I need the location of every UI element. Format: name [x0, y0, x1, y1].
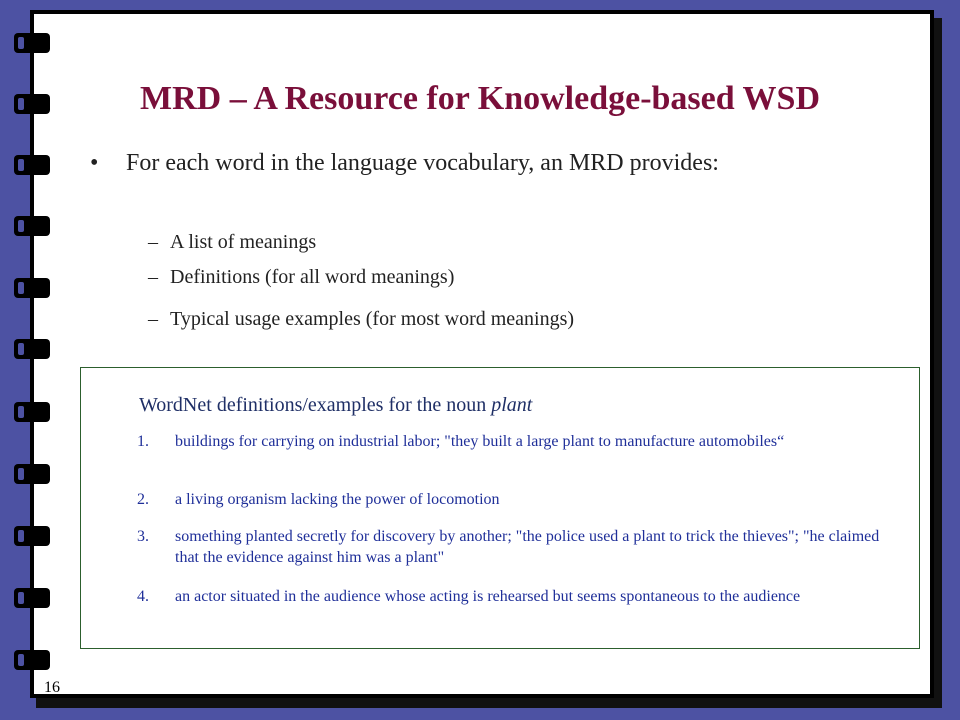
- sub-bullet-text: Typical usage examples (for most word meanings): [170, 308, 575, 330]
- definition-number: 3.: [137, 528, 149, 545]
- binder-ring-icon: [14, 216, 50, 236]
- wordnet-title-word: plant: [491, 394, 533, 416]
- slide-number: 16: [44, 679, 60, 696]
- binder-ring-icon: [14, 526, 50, 546]
- binder-ring-icon: [14, 155, 50, 175]
- slide-title: MRD – A Resource for Knowledge-based WSD: [140, 80, 820, 117]
- binder-ring-icon: [14, 402, 50, 422]
- sub-bullet-dash: –: [148, 231, 158, 253]
- binder-ring-icon: [14, 339, 50, 359]
- binder-ring-icon: [14, 33, 50, 53]
- definition-text: a living organism lacking the power of locomotion: [175, 491, 500, 508]
- wordnet-box: [80, 367, 920, 649]
- definition-text: something planted secretly for discovery by another; "the police used a plant to trick the thieves"; "he claimed that the evidence against him was a plant": [175, 528, 880, 566]
- definition-number: 1.: [137, 433, 149, 450]
- sub-bullet-text: Definitions (for all word meanings): [170, 266, 455, 288]
- sub-bullet-dash: –: [148, 266, 158, 288]
- sub-bullet-dash: –: [148, 308, 158, 330]
- binder-ring-icon: [14, 464, 50, 484]
- wordnet-title-prefix: WordNet definitions/examples for the noun: [139, 394, 492, 416]
- bullet-text: For each word in the language vocabulary, an MRD provides:: [126, 150, 719, 176]
- definition-number: 4.: [137, 588, 149, 605]
- binder-ring-icon: [14, 588, 50, 608]
- bullet-dot: •: [90, 150, 99, 176]
- definition-number: 2.: [137, 491, 149, 508]
- binder-ring-icon: [14, 278, 50, 298]
- binder-ring-icon: [14, 650, 50, 670]
- sub-bullet-text: A list of meanings: [170, 231, 317, 253]
- wordnet-box-title: [139, 394, 532, 417]
- definition-text: an actor situated in the audience whose acting is rehearsed but seems spontaneous to the audience: [175, 588, 801, 605]
- definition-text: buildings for carrying on industrial labor; "they built a large plant to manufacture automobiles“: [175, 433, 785, 450]
